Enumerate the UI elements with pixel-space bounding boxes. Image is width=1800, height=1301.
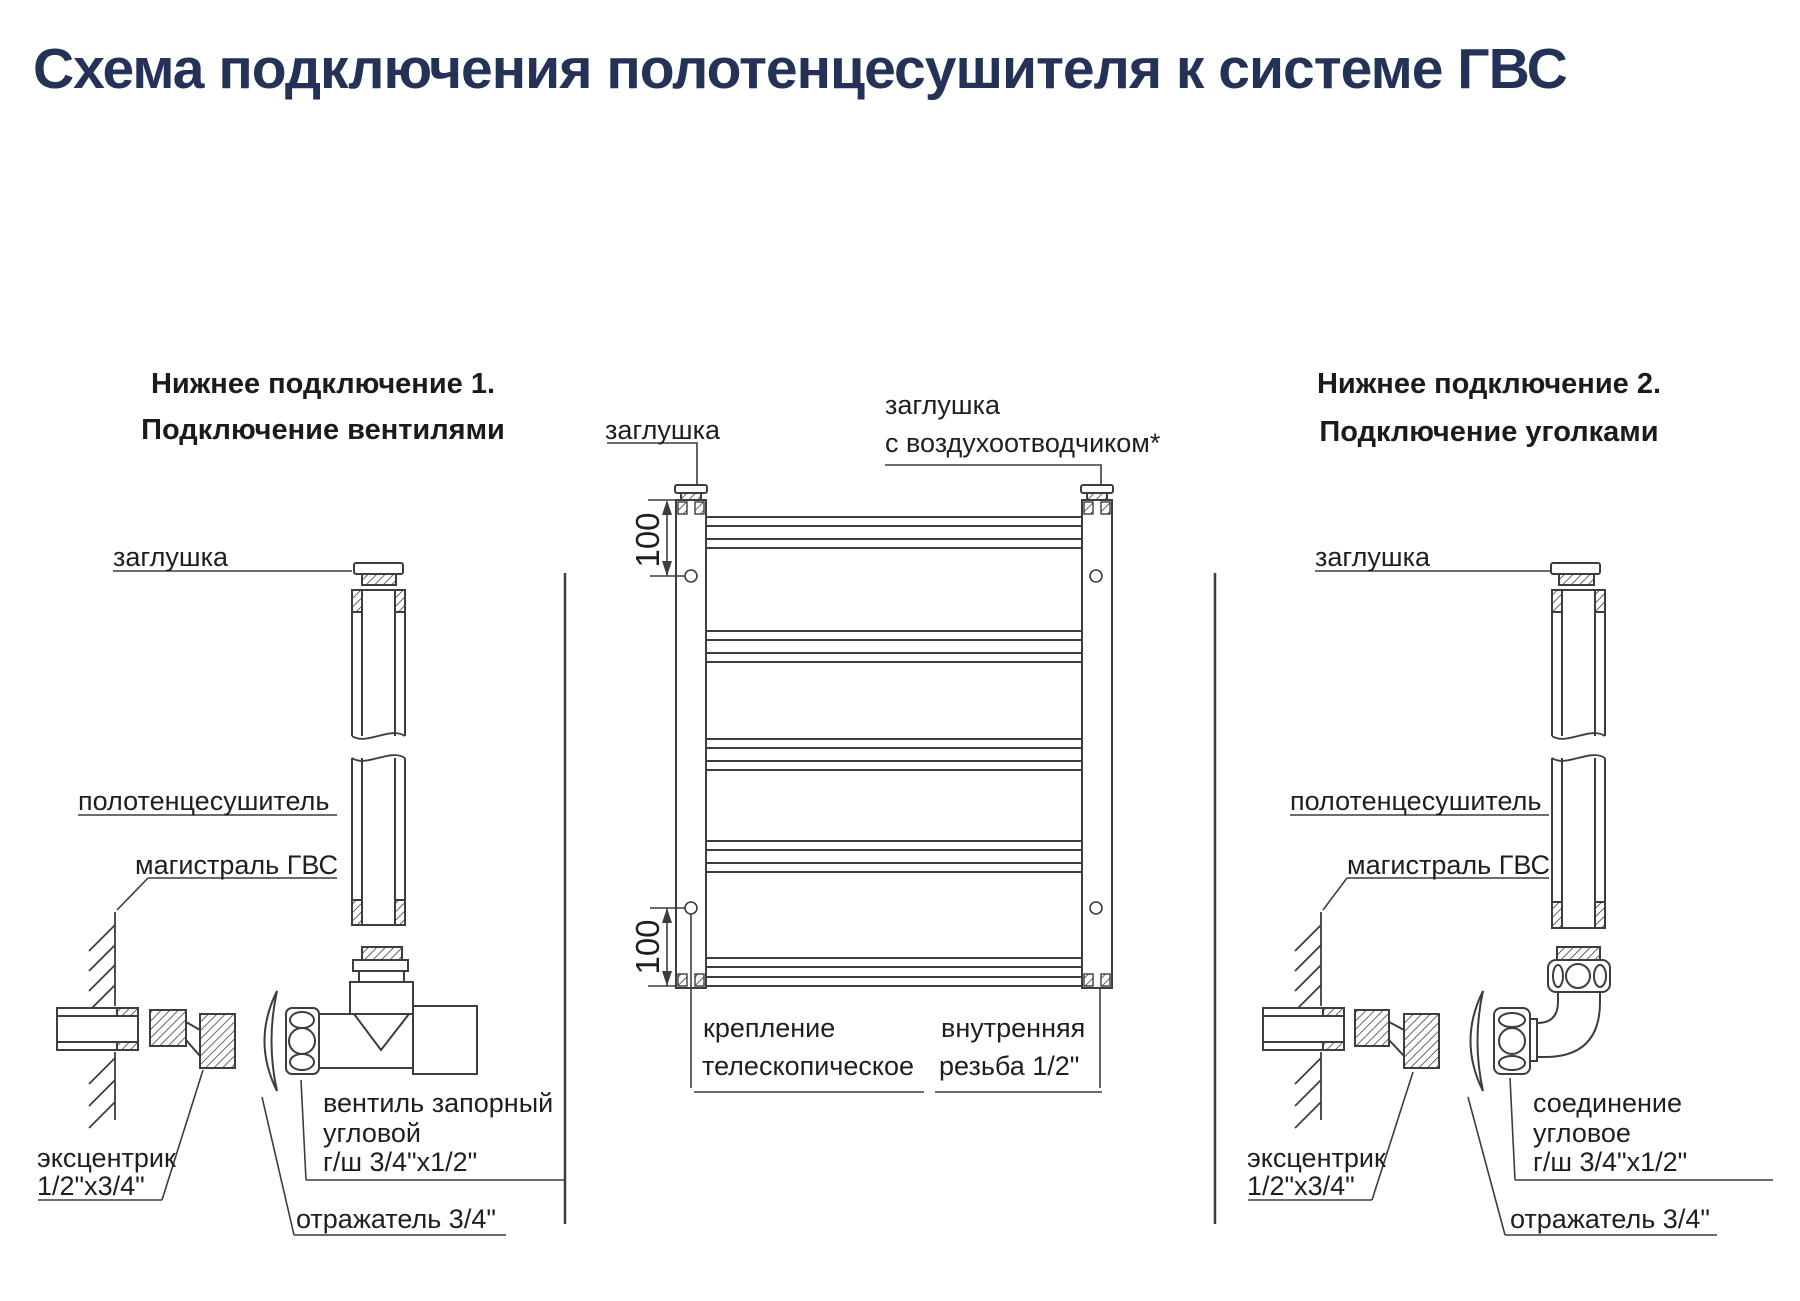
label-hot-water-main-left: магистраль ГВС [135,850,338,880]
plug-cap [1551,563,1600,585]
label-thread-line1: внутренняя [941,1013,1086,1043]
label-eccentric-left-line2: 1/2"х3/4" [37,1171,145,1201]
page-title: Схема подключения полотенцесушителя к системе ГВС [33,37,1567,101]
ladder-rungs [706,517,1082,986]
air-vent-plug-cap-right-rail [1081,485,1113,500]
label-towel-rail-left: полотенцесушитель [78,786,330,816]
label-reflector-right: отражатель 3/4" [1510,1204,1710,1234]
angle-valve [286,947,477,1074]
eccentric-fitting [150,1010,235,1068]
label-air-vent-plug-line2: с воздухоотводчиком* [885,428,1161,458]
label-plug-left: заглушка [113,542,228,572]
label-eccentric-left-line1: эксцентрик [37,1143,176,1173]
right-leaders [1248,571,1773,1235]
label-plug-right: заглушка [1315,542,1430,572]
right-heading-line2: Подключение уголками [1319,416,1659,448]
label-corner-line2: угловое [1533,1118,1631,1148]
label-valve-line2: угловой [323,1118,421,1148]
reflector-disc [265,991,278,1091]
center-diagram [607,443,1113,1092]
label-plug-center: заглушка [605,415,720,445]
label-eccentric-right-line1: эксцентрик [1247,1143,1386,1173]
plug-cap-left-rail [675,485,707,500]
hot-water-main-pipe [57,1008,138,1050]
corner-union [1494,947,1610,1074]
label-mount-line1: крепление [703,1013,836,1043]
label-towel-rail-right: полотенцесушитель [1290,786,1542,816]
label-corner-line1: соединение [1533,1088,1683,1118]
left-leaders [38,571,566,1235]
label-mount-line2: телескопическое [702,1051,915,1081]
label-reflector-left: отражатель 3/4" [296,1204,496,1234]
right-diagram [1248,563,1773,1235]
towel-rail-pipe [1552,590,1605,928]
left-heading-line2: Подключение вентилями [141,414,505,446]
dimension-value-bottom: 100 [629,919,666,975]
left-heading-line1: Нижнее подключение 1. [150,368,496,400]
right-heading-line1: Нижнее подключение 2. [1316,368,1662,400]
label-hot-water-main-right: магистраль ГВС [1347,850,1550,880]
label-valve-line1: вентиль запорный [323,1088,554,1118]
reflector-disc [1471,991,1484,1091]
label-eccentric-right-line2: 1/2"х3/4" [1247,1171,1355,1201]
hot-water-main-pipe [1263,1008,1344,1050]
label-valve-line3: г/ш 3/4"х1/2" [323,1147,478,1177]
left-diagram [38,563,566,1235]
label-air-vent-plug-line1: заглушка [885,390,1000,420]
label-thread-line2: резьба 1/2" [939,1051,1080,1081]
eccentric-fitting [1355,1010,1439,1068]
label-corner-line3: г/ш 3/4"х1/2" [1533,1147,1688,1177]
towel-rail-pipe [352,590,405,925]
dimension-value-top: 100 [629,512,666,568]
plug-cap [354,563,403,585]
